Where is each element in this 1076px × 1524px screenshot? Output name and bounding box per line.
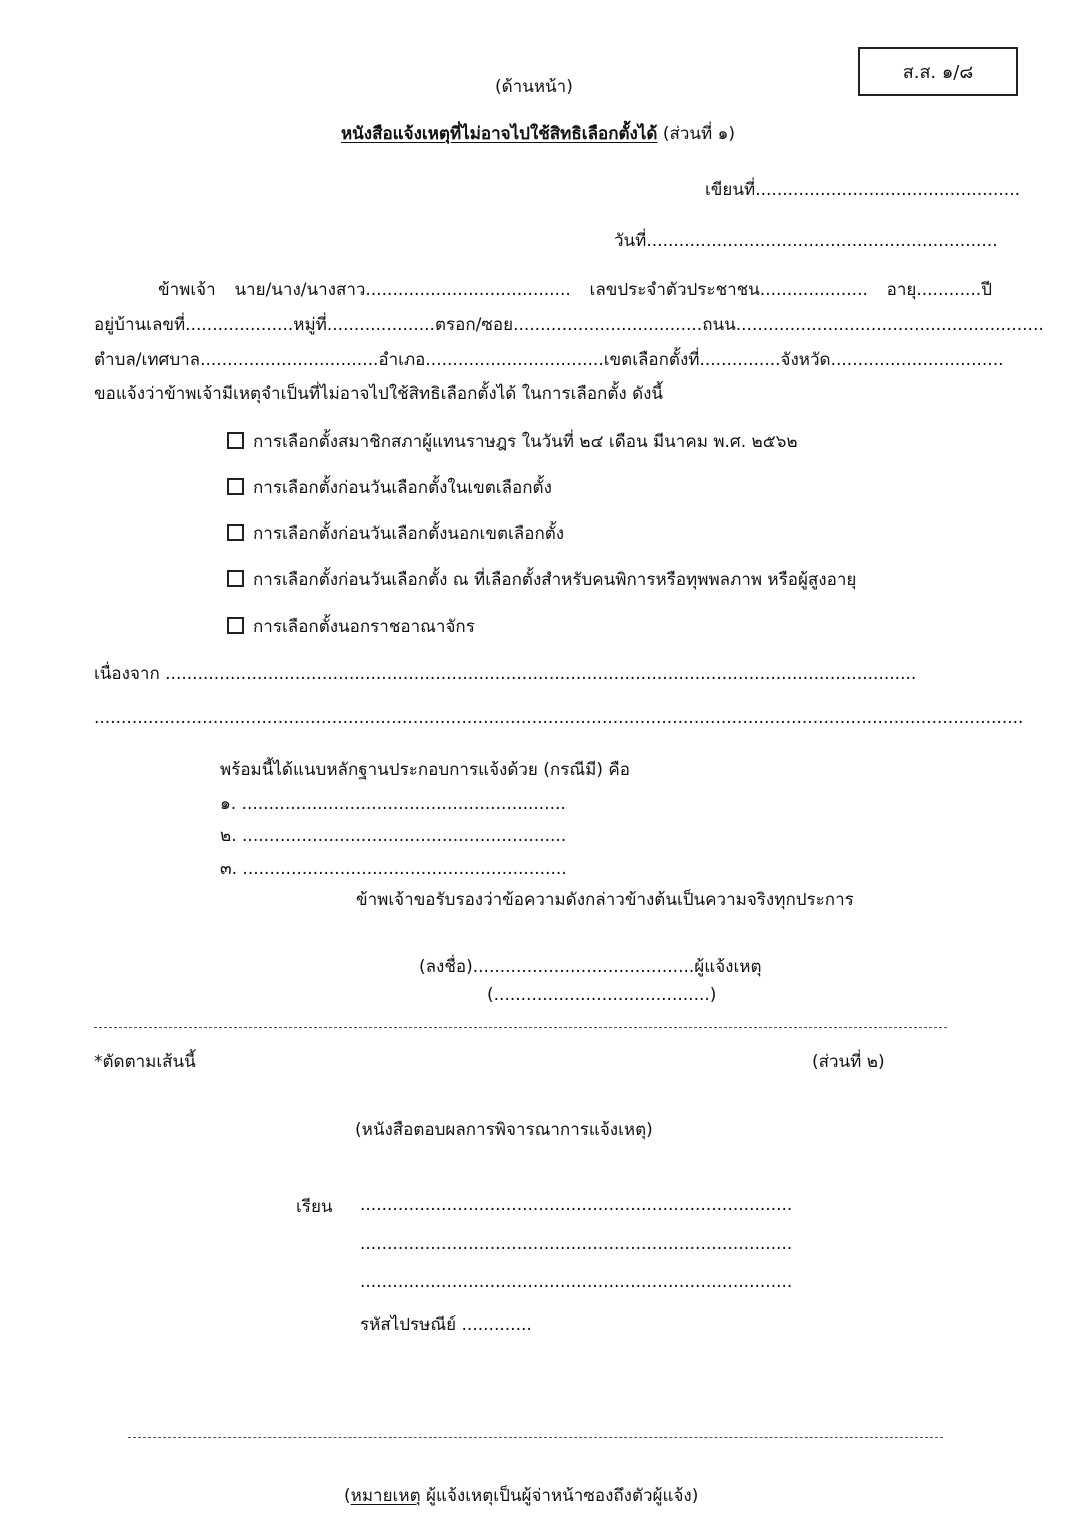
notification-statement: ขอแจ้งว่าข้าพเจ้ามีเหตุจำเป็นที่ไม่อาจไปใช้สิทธิเลือกตั้งได้ ในการเลือกตั้ง ดังนี้ — [94, 384, 664, 404]
date-field[interactable]: วันที่................................................................. — [614, 231, 998, 251]
option-advance-outside-constituency[interactable] — [227, 520, 564, 547]
form-title-main: หนังสือแจ้งเหตุที่ไม่อาจไปใช้สิทธิเลือกตั้งได้ — [340, 124, 658, 144]
front-side-label: (ด้านหน้า) — [495, 77, 573, 97]
address-line-3[interactable]: ................................................................................ — [360, 1272, 793, 1292]
province-field[interactable]: จังหวัด................................ — [780, 350, 1004, 370]
option-overseas[interactable] — [227, 613, 475, 640]
postcode-field[interactable]: รหัสไปรษณีย์ ............. — [360, 1315, 532, 1335]
option-overseas-label: การเลือกตั้งนอกราชอาณาจักร — [253, 617, 475, 637]
option-advance-outside-constituency-label: การเลือกตั้งก่อนวันเลือกตั้งนอกเขตเลือกตั้ง — [253, 524, 565, 544]
evidence-label: พร้อมนี้ได้แนบหลักฐานประกอบการแจ้งด้วย (กรณีมี) คือ — [220, 760, 630, 780]
road-field[interactable]: ถนน......................................................... — [702, 315, 1044, 335]
form-code: ส.ส. ๑/๘ — [902, 62, 974, 83]
checkbox-overseas[interactable] — [227, 617, 244, 634]
option-advance-in-constituency[interactable] — [227, 474, 552, 501]
to-label: เรียน — [296, 1197, 333, 1217]
cut-line — [94, 1027, 947, 1028]
option-house-election-label: การเลือกตั้งสมาชิกสภาผู้แทนราษฎร ในวันที่ ๒๔ เดือน มีนาคม พ.ศ. ๒๕๖๒ — [253, 432, 798, 452]
part-2-label: (ส่วนที่ ๒) — [812, 1052, 885, 1072]
bottom-divider — [128, 1437, 943, 1438]
option-advance-disabled-elderly-label: การเลือกตั้งก่อนวันเลือกตั้ง ณ ที่เลือกตั้งสำหรับคนพิการหรือทุพพลภาพ หรือผู้สูงอายุ — [253, 570, 857, 590]
evidence-item-1[interactable]: ๑. ............................................................ — [220, 794, 566, 814]
checkbox-advance-in-constituency[interactable] — [227, 478, 244, 495]
note: (หมายเหตุ ผู้แจ้งเหตุเป็นผู้จ่าหน้าซองถึงตัวผู้แจ้ง) — [344, 1486, 699, 1506]
form-title-part: (ส่วนที่ ๑) — [657, 124, 736, 144]
checkbox-advance-outside-constituency[interactable] — [227, 524, 244, 541]
evidence-item-3[interactable]: ๓. ............................................................ — [220, 859, 567, 879]
checkbox-house-election[interactable] — [227, 432, 244, 449]
id-number-field[interactable]: เลขประจำตัวประชาชน.................... — [589, 280, 868, 300]
option-advance-in-constituency-label: การเลือกตั้งก่อนวันเลือกตั้งในเขตเลือกตั้ง — [253, 478, 552, 498]
written-at-field[interactable]: เขียนที่................................................. — [705, 180, 1021, 200]
i-label: ข้าพเจ้า — [158, 280, 216, 300]
cut-instruction: *ตัดตามเส้นนี้ — [94, 1052, 196, 1072]
house-address-field[interactable]: อยู่บ้านเลขที่....................หมู่ที่....................ตรอก/ซอย................................... — [94, 315, 703, 335]
personal-line-2 — [94, 311, 1044, 338]
evidence-item-2[interactable]: ๒. ............................................................ — [220, 826, 567, 846]
signature-field[interactable]: (ลงชื่อ).........................................ผู้แจ้งเหตุ — [419, 957, 762, 977]
reply-title: (หนังสือตอบผลการพิจารณาการแจ้งเหตุ) — [355, 1120, 653, 1140]
checkbox-advance-disabled-elderly[interactable] — [227, 570, 244, 587]
note-label: หมายเหตุ — [350, 1486, 421, 1506]
personal-line-1 — [94, 276, 992, 303]
reason-field-line-2[interactable]: ............................................................................................................................................................................ — [94, 708, 1024, 728]
reason-field-line-1[interactable]: เนื่องจาก ........................................................................................................................................... — [94, 664, 917, 684]
form-title — [0, 120, 1076, 147]
note-text: ผู้แจ้งเหตุเป็นผู้จ่าหน้าซองถึงตัวผู้แจ้ง) — [420, 1486, 699, 1506]
subdistrict-district-field[interactable]: ตำบล/เทศบาล.................................อำเภอ................................. — [94, 350, 604, 370]
personal-line-3 — [94, 346, 1004, 373]
form-code-box — [858, 47, 1018, 96]
signature-name-field[interactable]: (........................................) — [487, 985, 717, 1005]
option-advance-disabled-elderly[interactable] — [227, 566, 856, 593]
constituency-field[interactable]: เขตเลือกตั้งที่............... — [603, 350, 781, 370]
certification-statement: ข้าพเจ้าขอรับรองว่าข้อความดังกล่าวข้างต้นเป็นความจริงทุกประการ — [356, 890, 854, 910]
address-line-1[interactable]: ................................................................................ — [360, 1195, 793, 1215]
name-field[interactable]: นาย/นาง/นางสาว...................................... — [234, 280, 571, 300]
option-house-election[interactable] — [227, 428, 798, 455]
age-field[interactable]: อายุ............ปี — [886, 280, 992, 300]
address-line-2[interactable]: ................................................................................ — [360, 1234, 793, 1254]
